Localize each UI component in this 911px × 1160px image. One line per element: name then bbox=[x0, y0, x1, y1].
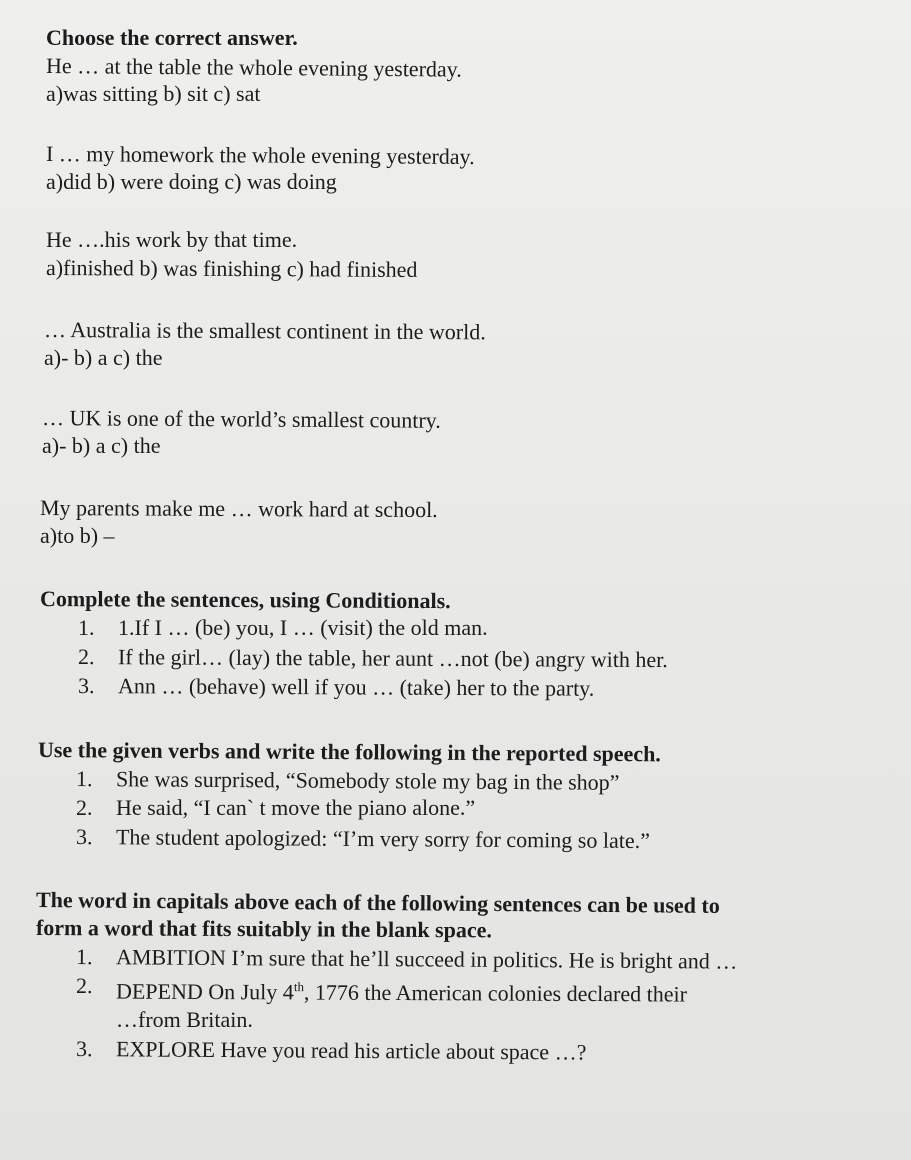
mc-options-1: a)was sitting b) sit c) sat bbox=[46, 81, 261, 106]
conditionals-heading: Complete the sentences, using Conditionals. bbox=[39, 586, 451, 614]
list-item: 3. EXPLORE Have you read his article about space …? bbox=[75, 1036, 587, 1065]
mc-question-2: I … my homework the whole evening yesterday. bbox=[45, 141, 475, 169]
mc-question-3: He ….his work by that time. bbox=[46, 227, 298, 252]
list-item: 1. 1.If I … (be) you, I … (visit) the old man. bbox=[78, 615, 488, 640]
list-item: 3. Ann … (behave) well if you … (take) her to the party. bbox=[77, 673, 595, 701]
word-formation-list bbox=[76, 942, 911, 1063]
list-item: 2. He said, “I can` t move the piano alone.” bbox=[76, 795, 476, 820]
list-item-continuation: …from Britain. bbox=[116, 1007, 253, 1033]
mc-question-4: … Australia is the smallest continent in the world. bbox=[43, 317, 486, 345]
word-formation-heading-line2: form a word that fits suitably in the blank space. bbox=[35, 915, 492, 943]
conditionals-list bbox=[78, 613, 911, 700]
reported-speech-section bbox=[37, 736, 911, 854]
list-item: 1. She was surprised, “Somebody stole my bag in the shop” bbox=[75, 766, 620, 795]
word-formation-heading-line1: The word in capitals above each of the following sentences can be used to bbox=[35, 887, 720, 918]
list-item: 2. DEPEND On July 4th, 1776 the American colonies declared their bbox=[75, 973, 688, 1007]
mc-item-2 bbox=[46, 140, 911, 196]
mc-options-3: a)finished b) was finishing c) had finished bbox=[45, 255, 418, 282]
mc-question-5: … UK is one of the world’s smallest country. bbox=[41, 405, 441, 433]
list-item: 3. The student apologized: “I’m very sorry for coming so late.” bbox=[75, 824, 651, 854]
mc-item-4 bbox=[44, 316, 911, 372]
reported-heading: Use the given verbs and write the following in the reported speech. bbox=[37, 737, 661, 767]
mc-item-3 bbox=[46, 226, 911, 282]
word-formation-section bbox=[36, 886, 911, 1063]
mc-section bbox=[46, 24, 911, 108]
mc-item-6 bbox=[40, 494, 911, 550]
mc-question-1: He … at the table the whole evening yesterday. bbox=[45, 53, 462, 82]
reported-list bbox=[75, 764, 911, 854]
mc-options-2: a)did b) were doing c) was doing bbox=[46, 169, 337, 194]
mc-options-4: a)- b) a c) the bbox=[44, 345, 163, 370]
mc-options-5: a)- b) a c) the bbox=[42, 433, 161, 458]
list-item: 1. AMBITION I’m sure that he’ll succeed in politics. He is bright and … bbox=[75, 944, 738, 974]
mc-heading: Choose the correct answer. bbox=[46, 25, 298, 50]
conditionals-section bbox=[40, 585, 911, 700]
mc-item-5 bbox=[42, 404, 911, 460]
list-item: 2. If the girl… (lay) the table, her aunt …not (be) angry with her. bbox=[77, 644, 668, 673]
mc-question-6: My parents make me … work hard at school. bbox=[39, 495, 438, 523]
mc-options-6: a)to b) – bbox=[40, 523, 115, 548]
